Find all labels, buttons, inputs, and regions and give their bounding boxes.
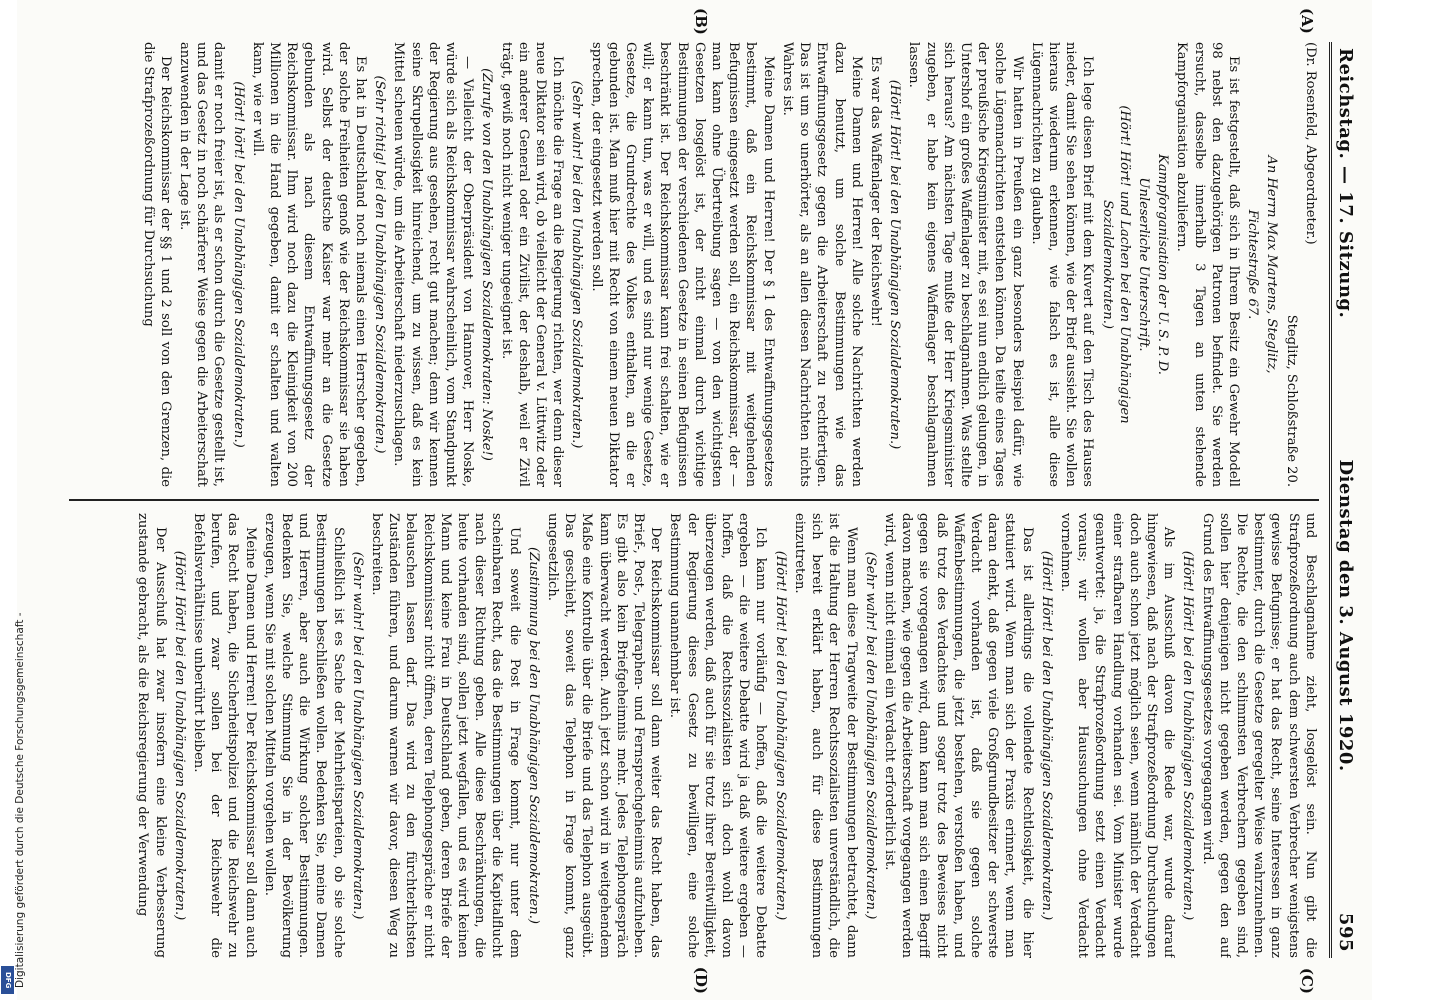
interjection: (Hört! Hört! bei den Unabhängigen Sozialdemokraten.) [1038,550,1054,921]
paragraph: und Beschlagnahme zieht, losgelöst sein. Nun gibt die Strafprozeßordnung auch dem schwersten Verbrecher wenigstens gewisse Befugnisse; er hat das Recht, seine Interessen in ganz bestimmter, durch die Gesetze geregelter Weise wahrzunehmen. Die Rechte, die den schlimmsten Verbrechern gegeben sind, sollen hier denjenigen nicht gegeben werden, gegen den auf Grund des Entwaffnungsgesetzes vorgegangen wird. [1199,513,1318,958]
paragraph: Es war das Waffenlager der Reichswehr! [867,56,883,327]
header-left: Reichstag. — 17. Sitzung. [1335,48,1356,319]
paragraph: Der Reichskommissar soll dann weiter das Recht haben, das Brief-, Post-, Telegraphen- und Fernsprechgeheimnis aufzuheben. Es gibt also kein Briefgeheimnis mehr. Jedes Telephongespräch kann überwacht werden. Auch jetzt schon wird in weitgehendem Maße eine Kontrolle über die Briefe und das Telephon ausgeübt. Das geschieht, soweit das Telephon in Frage kommt, ganz ungesetzlich. [545,513,664,958]
interjection: (Zurufe von den Unabhängigen Sozialdemokraten: Noske!) [479,68,495,461]
paragraph: Es hat in Deutschland noch niemals einen Herrscher gegeben, der solche Freiheiten genoß wie der Reichskommissar sie haben wird. Selbst der deutsche Kaiser war mehr an die Gesetze gebunden als nach diesem Entwaffnungsgesetz der Reichskommissar. Ihm wird noch dazu die Kleinigkeit von 200 Millionen in die Hand gegeben, damit er schalten und walten kann, wie er will. [249,42,369,487]
letter-recipient-street: Fichtestraße 67. [1245,209,1261,320]
header-date: Dienstag den 3. August 1920. [1335,459,1356,772]
interjection: (Sehr richtig! bei den Unabhängigen Sozialdemokraten.) [372,75,388,454]
paragraph: Ich kann nur vorläufig — hoffen, daß die weitere Debatte ergeben — die weitere Debatte wird ja daß weitere ergeben — hoffen, daß die Rechtssozialisten sich doch wohl davon überzeugen werden, daß auch für sie trotz ihrer Bereitwilligkeit, der Regierung dieses Gesetz zu bewilligen, eine solche Bestimmung unannehmbar ist. [667,513,769,958]
margin-mark-a: (A) [1297,8,1316,34]
page-number: 595 [1335,912,1356,952]
margin-mark-d: (D) [691,966,710,994]
letter-sender-address: Steglitz, Schloßstraße 20. [1283,314,1299,487]
interjection: (Hört! hört! bei den Unabhängigen Sozialdemokraten.) [230,81,246,448]
paragraph: Der Reichskommissar der §§ 1 und 2 soll von den Grenzen, die die Strafprozeßordnung für Durchsuchung [140,42,173,487]
paragraph: Wir hatten in Preußen ein ganz besonders Beispiel dafür, wie solche Lügennachrichten entstehen können. Da teilte eines Tages der preußische Kriegsminister mit, es sei nun endlich gelungen, in Untershof ein großes Waffenlager zu beschlagnahmen. Was stellte sich heraus? Am nächsten Tage mußte der Herr Kriegsminister zugeben, er habe kein eigenes Waffenlager beschlagnahmen lassen. [906,42,1025,487]
paragraph: Meine Damen und Herren! Der § 1 des Entwaffnungsgesetzes bestimmt, daß ein Reichskommissar mit weitgehenden Befugnissen eingesetzt werden soll, ein Reichskommissar, der — man kann ohne Übertreibung sagen — von den wichtigsten Gesetzen losgelöst ist, der nicht einmal durch wichtige Bestimmungen der verschiedenen Gesetze in seinen Befugnissen beschränkt ist. Der Reichskommissar kann frei schalten, wie er will; er kann tun, was er will, und es sind nur wenige Gesetze, Gesetze, die Grundrechte des Volkes enthalten, an die er gebunden ist. Man muß hier mit Recht von einem neuen Diktator sprechen, der eingesetzt werden soll. [588,42,776,487]
text-columns [69,8,1319,994]
paragraph: Und soweit die Post in Frage kommt, nur unter dem scheinbaren Recht, das die Bestimmungen über die Kapitalflucht nach dieser Richtung geben. Alle diese Beschränkungen, die heute vorhanden sind, sollen jetzt wegfallen, und es wird keinen Mann und keine Frau in Deutschland geben, deren Briefe der Reichskommissar nicht öffnen, deren Telephongespräche er nicht belauschen lassen darf. Das wird zu den fürchterlichsten Zuständen führen, und darum warnen wir davor, diesen Weg zu beschreiten. [369,513,522,958]
letter-signature: Unleserliche Unterschrift. [1135,177,1151,352]
speaker-line: (Dr. Rosenfeld, Abgeordneter.) [1302,42,1318,245]
column-divider [69,499,1319,501]
right-column [69,513,1319,958]
margin-mark-b: (B) [691,8,710,35]
interjection: (Hört! Hört! bei den Unabhängigen Sozialdemokraten.) [1180,550,1196,921]
paragraph: Schließlich ist es Sache der Mehrheitsparteien, ob sie solche Bestimmungen beschließen wollen. Bedenken Sie, meine Damen und Herren, aber auch die Wirkung solcher Bestimmungen. Bedenken Sie, welche Stimmung Sie in der Bevölkerung erzeugen, wenn Sie mit solchen Mitteln vorgehen wollen. [261,513,346,958]
letter-recipient: An Herrn Max Martens, Steglitz, [1264,155,1280,374]
dfg-credit: Digitalisierung gefördert durch die Deutsche Forschungsgemeinschaft - [14,612,26,988]
interjection: (Sehr wahr! bei den Unabhängigen Sozialdemokraten.) [862,551,878,920]
paragraph: Das ist allerdings die vollendete Rechtlosigkeit, die hier statuiert wird. Wenn man sich der Praxis erinnert, wenn man daran denkt, daß gegen viele Großgrundbesitzer der schwerste Verdacht vorhanden ist, daß sie gegen solche Waffenbestimmungen, die jetzt bestehen, verstoßen haben, und daß trotz des Verdachtes und sogar trotz des Beweises nicht gegen sie vorgegangen wird, dann kann man sich einen Begriff davon machen, wie gegen die Arbeiterschaft vorgegangen werden wird, wenn nicht einmal ein Verdacht erforderlich ist. [881,513,1035,958]
interjection: (Hört! Hört! und Lachen bei den Unabhängigen Sozialdemokraten.) [1099,105,1132,424]
margin-mark-c: (C) [1297,967,1316,994]
paragraph: Der Ausschuß hat zwar insofern eine kleine Verbesserung zustande gebracht, als die Reichsregierung der Verwendung [135,513,168,958]
letter-signature-org: Kampforganisation der U. S. P. D. [1155,154,1171,375]
scanned-page [17,0,1372,1000]
paragraph: damit er noch freier ist, als er schon durch die Gesetze gestellt ist, und das Gesetz in noch schärferer Weise gegen die Arbeiterschaft anzuwenden in der Lage ist. [177,42,227,487]
page-header [1329,42,1354,958]
interjection: (Zustimmung bei den Unabhängigen Sozialdemokraten.) [525,547,541,924]
left-column [69,42,1319,487]
paragraph: Meine Damen und Herren! Der Reichskommissar soll dann auch das Recht haben, die Sicherheitspolizei und die Reichswehr zu berufen, und zwar sollen bei der Reichswehr die Befehlsverhältnisse unberührt bleiben. [191,513,258,958]
interjection: (Hört! Hört! bei den Unabhängigen Sozialdemokraten.) [171,550,187,921]
digitization-footer [0,0,24,1000]
interjection: (Hört! Hört! bei den Unabhängigen Sozialdemokraten.) [772,550,788,921]
paragraph: Als im Ausschuß davon die Rede war, wurde darauf hingewiesen, daß nach der Strafprozeßordnung Durchsuchungen doch auch schon jetzt möglich seien, wenn nämlich der Verdacht einer strafbaren Handlung vorhanden sei. Vom Minister wurde geantwortet: ja, die Strafprozeßordnung setzt einen Verdacht voraus; wir wollen aber Haussuchungen ohne Verdacht vornehmen. [1057,513,1177,958]
paragraph: Meine Damen und Herren! Alle solche Nachrichten werden dazu benutzt, um solche Bestimmungen wie das Entwaffnungsgesetz gegen die Arbeiterschaft zu rechtfertigen. Das ist um so unerhörter, als an allen diesen Nachrichten nichts Wahres ist. [779,42,864,487]
paragraph: Wenn man diese Tragweite der Bestimmungen betrachtet, dann ist die Haltung der Herren Rechtssozialisten unverständlich, die sich bereit erklärt haben, auch für diese Bestimmungen einzutreten. [791,513,859,958]
paragraph: Ich lege diesen Brief mit dem Kuvert auf den Tisch des Hauses nieder, damit Sie sehen können, wie der Brief aussieht. Sie wollen hieraus wiederum erkennen, wie falsch es ist, alle diese Lügennachrichten zu glauben. [1028,42,1096,487]
interjection: (Sehr wahr! bei den Unabhängigen Sozialdemokraten.) [569,80,585,449]
interjection: (Hört! Hört! bei den Unabhängigen Sozialdemokraten.) [887,79,903,450]
letter-body: Es ist festgestellt, daß sich in Ihrem Besitz ein Gewehr Modell 98 nebst den dazugehörigen Patronen befindet. Sie werden ersucht, dasselbe innerhalb 3 Tagen an unten stehende Kampforganisation abzuliefern. [1174,42,1241,487]
dfg-logo: DFG [1,966,14,994]
interjection: (Sehr wahr! bei den Unabhängigen Sozialdemokraten.) [349,551,365,920]
paragraph: — Vielleicht der Oberpräsident von Hannover, Herr Noske, würde sich als Reichskommissar wahrscheinlich, vom Standpunkt der Regierung aus gesehen, recht gut machen; denn wir kennen seine Skrupellosigkeit hinreichend, um zu wissen, daß es kein Mittel scheuen würde, um die Arbeiterschaft niederzuschlagen. [391,42,476,487]
paragraph: Ich möchte die Frage an die Regierung richten, wer denn dieser neue Diktator sein wird, ob vielleicht der General v. Lüttwitz oder ein anderer General oder ein Zivilist, der deshalb, weil er Zivil trägt, gewiß noch nicht weniger ungeeignet ist. [498,42,566,487]
